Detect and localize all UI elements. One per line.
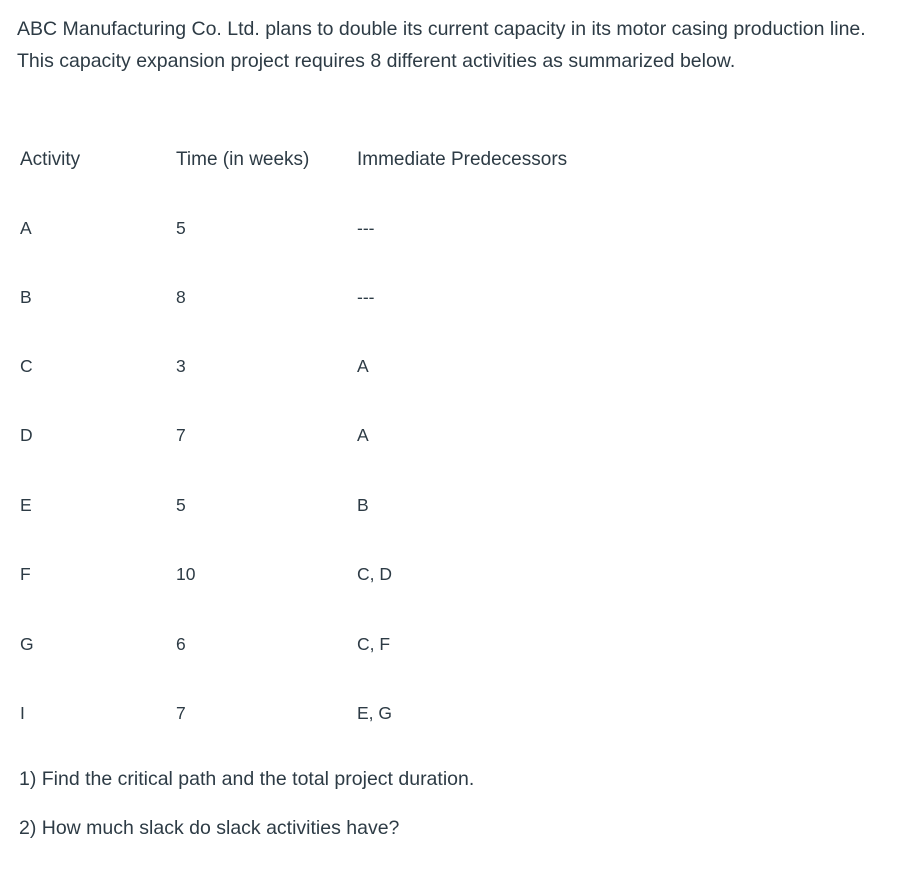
- time-cell: 7: [176, 703, 186, 723]
- time-cell: 7: [176, 425, 186, 445]
- table-row: [0, 208, 908, 248]
- activity-cell: F: [20, 564, 31, 584]
- table-header-row: [0, 140, 908, 180]
- table-row: [0, 624, 908, 664]
- time-cell: 10: [176, 564, 196, 584]
- activity-cell: D: [20, 425, 33, 445]
- predecessors-cell: C, F: [357, 634, 391, 654]
- time-cell: 5: [176, 495, 186, 515]
- header-activity: Activity: [20, 149, 81, 170]
- activity-cell: I: [20, 703, 25, 723]
- question-2: 2) How much slack do slack activities have?: [19, 817, 400, 839]
- header-time: Time (in weeks): [176, 149, 310, 170]
- table-row: [0, 485, 908, 525]
- table-row: [0, 346, 908, 386]
- table-row: [0, 277, 908, 317]
- intro-paragraph: ABC Manufacturing Co. Ltd. plans to double its current capacity in its motor casing production line. This capacity expansion project requires 8 different activities as summarized below.: [17, 18, 866, 72]
- table-row: [0, 693, 908, 733]
- activity-cell: C: [20, 356, 33, 376]
- predecessors-cell: A: [357, 425, 369, 445]
- question-1: 1) Find the critical path and the total project duration.: [19, 768, 475, 790]
- activity-cell: E: [20, 495, 32, 515]
- predecessors-cell: B: [357, 495, 369, 515]
- predecessors-cell: A: [357, 356, 369, 376]
- predecessors-cell: ---: [357, 287, 375, 307]
- activity-cell: A: [20, 218, 32, 238]
- predecessors-cell: E, G: [357, 703, 393, 723]
- predecessors-cell: ---: [357, 218, 375, 238]
- table-row: [0, 415, 908, 455]
- table-row: [0, 554, 908, 594]
- predecessors-cell: C, D: [357, 564, 392, 584]
- activity-cell: G: [20, 634, 34, 654]
- time-cell: 3: [176, 356, 186, 376]
- activity-cell: B: [20, 287, 32, 307]
- time-cell: 8: [176, 287, 186, 307]
- time-cell: 5: [176, 218, 186, 238]
- time-cell: 6: [176, 634, 186, 654]
- header-predecessors: Immediate Predecessors: [357, 149, 568, 170]
